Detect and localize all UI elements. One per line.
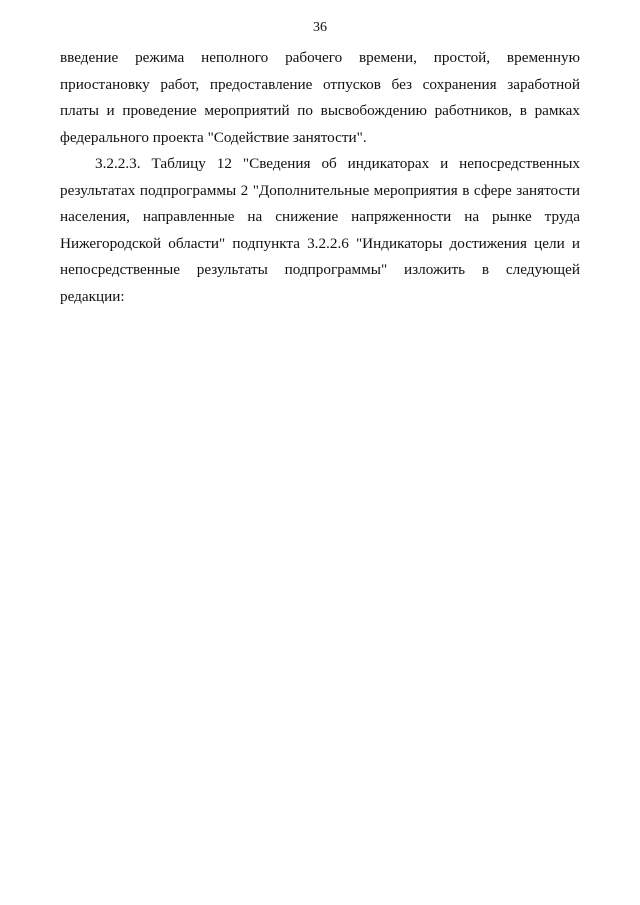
- text-line: приостановку работ, предоставление отпусков без сохранения заработной: [60, 75, 580, 93]
- text-line: платы и проведение мероприятий по высвобождению работников, в рамках: [60, 102, 580, 119]
- body-text: [60, 45, 580, 310]
- text-line: Нижегородской области" подпункта 3.2.2.6 "Индикаторы достижения цели и: [60, 234, 580, 252]
- text-line: результатах подпрограммы 2 "Дополнительные мероприятия в сфере занятости: [60, 181, 580, 199]
- text-line: введение режима неполного рабочего времени, простой, временную: [60, 49, 580, 66]
- text-line: федерального проекта "Содействие занятости".: [60, 128, 367, 146]
- text-line: непосредственные результаты подпрограммы" изложить в следующей: [60, 261, 580, 278]
- text-line: 3.2.2.3. Таблицу 12 "Сведения об индикаторах и непосредственных: [95, 155, 580, 172]
- text-line: редакции:: [60, 287, 125, 305]
- text-line: населения, направленные на снижение напряженности на рынке труда: [60, 208, 580, 225]
- page-number: 36: [313, 20, 327, 35]
